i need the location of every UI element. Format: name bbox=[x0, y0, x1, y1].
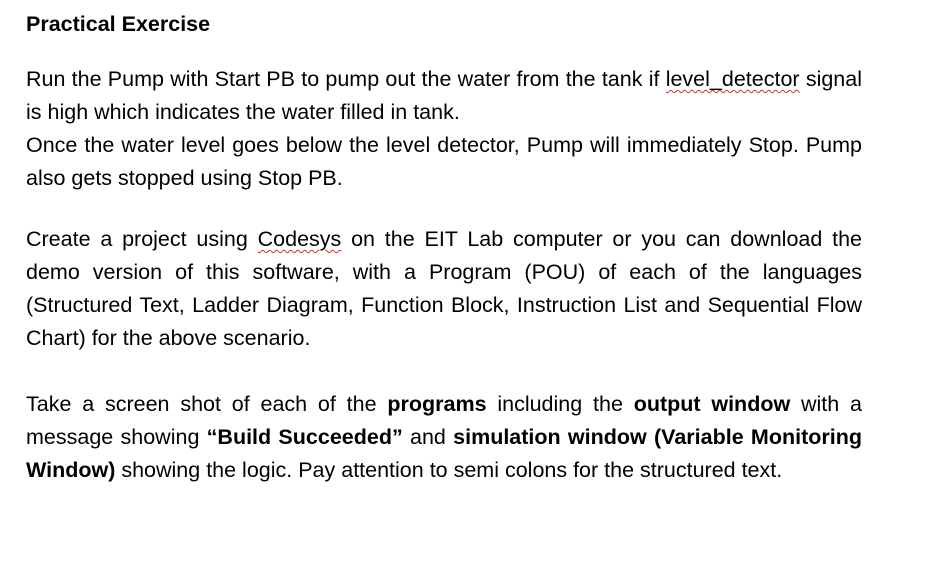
paragraph-text: Take a screen shot of each of the bbox=[26, 392, 388, 416]
paragraph-text: showing the logic. Pay attention to semi colons for the structured text. bbox=[115, 458, 783, 482]
bold-simulation-window: simulation window (Variable Monitoring Window) bbox=[26, 425, 862, 482]
paragraph-create-project bbox=[26, 223, 862, 355]
paragraph-text: signal is high which indicates the water filled in tank. bbox=[26, 67, 862, 124]
paragraph-screenshot-instructions bbox=[26, 388, 862, 487]
paragraph-pump-logic bbox=[26, 63, 862, 195]
paragraph-text: Run the Pump with Start PB to pump out the water from the tank if bbox=[26, 67, 666, 91]
paragraph-text: with a message showing bbox=[26, 392, 862, 449]
paragraph-text: on the EIT Lab computer or you can download the demo version of this software, with a Program (POU) of each of the languages (Structured Text, Ladder Diagram, Function Block, Instruction List and Sequential Flow Chart) for the above scenario. bbox=[26, 227, 862, 350]
paragraph-text: including the bbox=[486, 392, 634, 416]
bold-output-window: output window bbox=[633, 392, 791, 416]
document-title: Practical Exercise bbox=[26, 12, 211, 36]
paragraph-text: Create a project using bbox=[26, 227, 258, 251]
paragraph-text: and bbox=[402, 425, 454, 449]
bold-build-succeeded: “Build Succeeded” bbox=[206, 425, 403, 449]
paragraph-text: Once the water level goes below the level detector, Pump will immediately Stop. Pump also gets stopped using Stop PB. bbox=[26, 133, 862, 190]
bold-programs: programs bbox=[387, 392, 487, 416]
spellcheck-word-codesys: Codesys bbox=[257, 227, 342, 251]
spellcheck-word-level-detector: level_detector bbox=[665, 67, 800, 91]
